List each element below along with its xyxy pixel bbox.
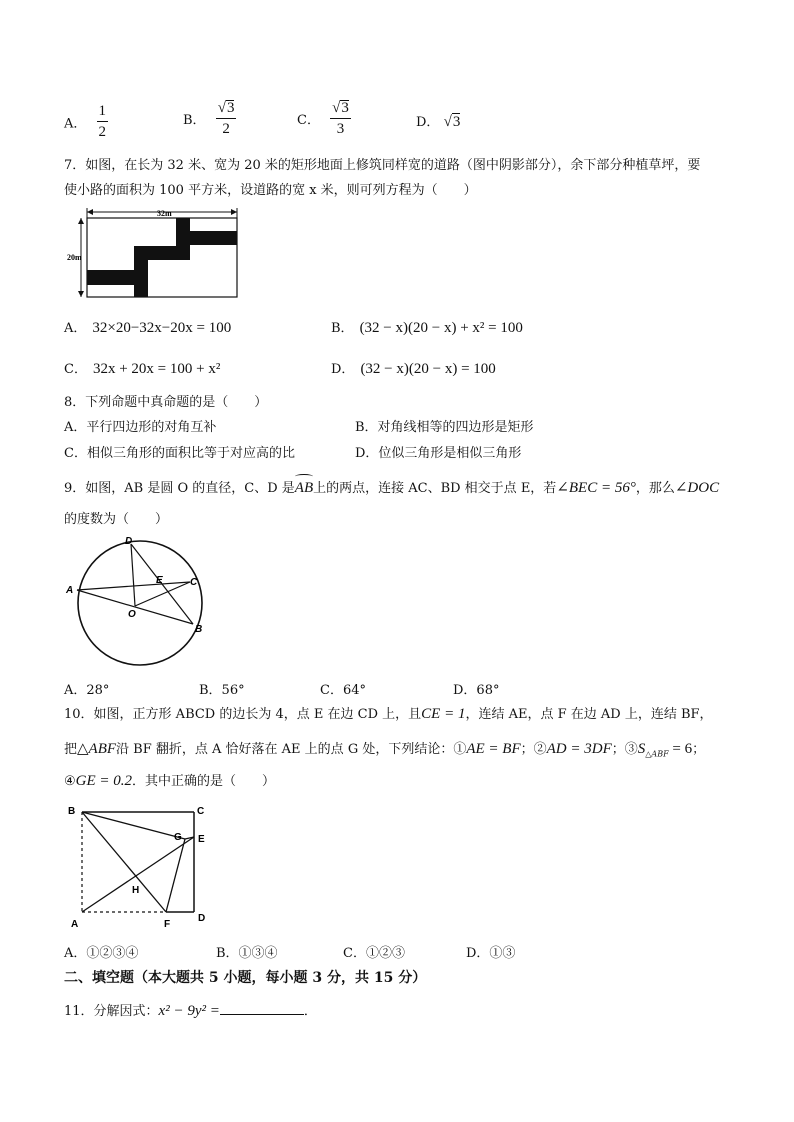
q10-stem-line2: 把△ABF沿 BF 翻折，点 A 恰好落在 AE 上的点 G 处，下列结论：①AE = BF；②AD = 3DF；$③S_{\triangle ABF} = 6$；	[64, 741, 706, 759]
q10-option-a: A．①②③④	[64, 946, 139, 961]
q8-option-b: B．对角线相等的四边形是矩形	[355, 420, 534, 435]
label-c: C	[190, 577, 198, 588]
label-b: B	[68, 806, 76, 817]
q7-option-a: A． 32×20−32x−20x = 100	[64, 320, 232, 336]
label-e: E	[156, 575, 163, 586]
q7-stem-line2: 使小路的面积为 100 平方米，设道路的宽 x 米，则可列方程为（ ）	[64, 183, 477, 198]
q9-stem-line1: 9．如图，AB 是圆 O 的直径，C、D 是 AB上的两点，连接 AC、BD 相交于点 E，若∠BEC = 56°，那么∠DOC	[64, 477, 719, 497]
q6-option-b: B． $\frac{√3}{2}$	[183, 100, 235, 137]
height-label: 20m	[67, 253, 82, 262]
q8-option-c: C．相似三角形的面积比等于对应高的比	[64, 446, 295, 461]
q8-stem: 8．下列命题中真命题的是（ ）	[64, 395, 268, 410]
width-label: 32m	[157, 209, 172, 218]
q9-option-d: D．68°	[453, 683, 500, 698]
label-d: D	[125, 536, 133, 547]
q6-option-d: D． √3	[416, 114, 461, 130]
label-e: E	[198, 834, 205, 845]
q7-option-b: B． (32 − x)(20 − x) + x² = 100	[331, 320, 523, 336]
q6-option-c: C． $\frac{√3}{3}$	[297, 100, 349, 137]
arc-ab: AB	[294, 480, 314, 496]
q9-option-a: A．28°	[64, 683, 110, 698]
q11-stem: 11．分解因式：x² − 9y² = ．	[64, 1003, 317, 1019]
q6-option-a: A． $\frac{1}{2}$	[64, 103, 107, 140]
label-o: O	[128, 609, 136, 620]
road-segment	[176, 231, 237, 245]
label-h: H	[132, 885, 140, 896]
q7-stem-line1: 7．如图，在长为 32 米、宽为 20 米的矩形地面上修筑同样宽的道路（图中阴影部分），余下部分种植草坪，要	[64, 158, 701, 173]
q8-option-a: A．平行四边形的对角互补	[64, 420, 217, 435]
q8-option-d: D．位似三角形是相似三角形	[355, 446, 522, 461]
q10-square-figure	[64, 800, 224, 932]
q7-option-d: D． (32 − x)(20 − x) = 100	[331, 361, 496, 377]
label-c: C	[197, 806, 205, 817]
q9-circle-figure	[64, 535, 214, 675]
label-b: B	[195, 624, 203, 635]
q10-option-c: C．①②③	[343, 946, 405, 961]
q11-answer-blank[interactable]	[220, 1002, 304, 1015]
q9-option-c: C．64°	[320, 683, 366, 698]
q10-stem-line1: 10．如图，正方形 ABCD 的边长为 4，点 E 在边 CD 上，且CE = 1，连结 AE，点 F 在边 AD 上，连结 BF，	[64, 706, 713, 722]
q9-stem-line2: 的度数为（ ）	[64, 512, 169, 527]
label-g: G	[174, 832, 182, 843]
q7-option-c: C． 32x + 20x = 100 + x²	[64, 361, 221, 377]
section-2-title: 二、填空题（本大题共 5 小题，每小题 3 分，共 15 分）	[64, 970, 427, 986]
q10-option-b: B．①③④	[216, 946, 278, 961]
label-a: A	[66, 585, 74, 596]
q9-option-b: B．56°	[199, 683, 245, 698]
label-a: A	[71, 919, 79, 930]
circle-o	[78, 541, 202, 665]
q7-road-figure	[64, 204, 244, 304]
q10-option-d: D．①③	[466, 946, 516, 961]
label-f: F	[164, 919, 171, 930]
label-d: D	[198, 913, 206, 924]
q10-stem-line3: ④GE = 0.2．其中正确的是（ ）	[64, 773, 276, 789]
